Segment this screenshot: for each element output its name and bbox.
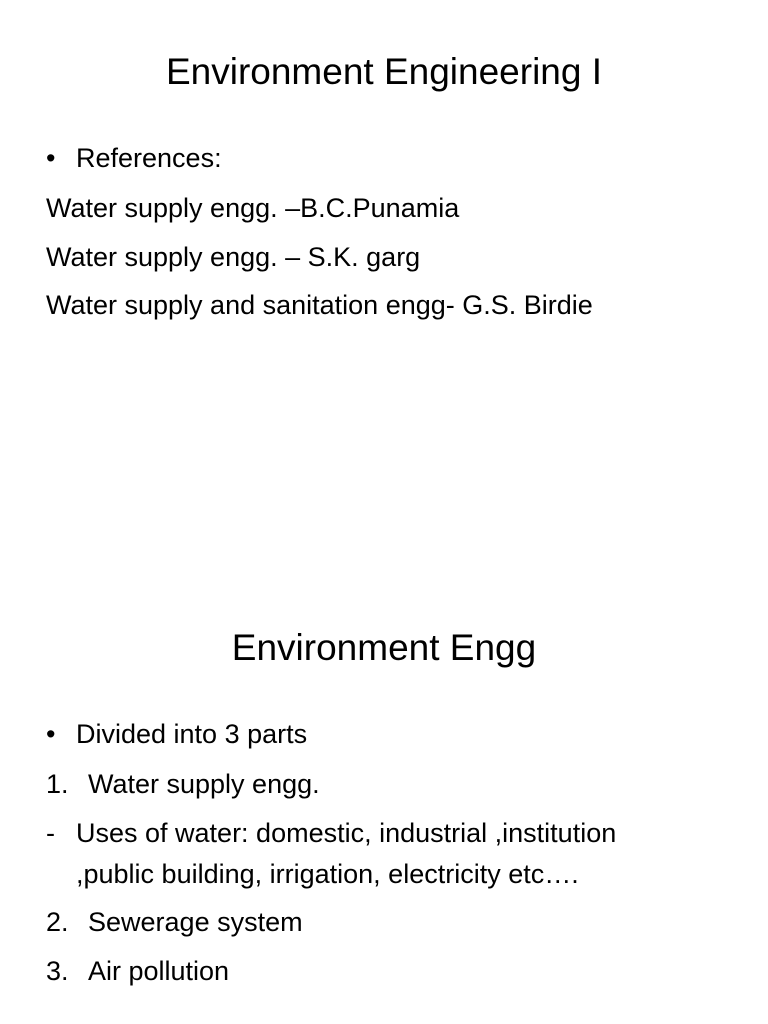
slide-references: [0, 0, 768, 480]
slide-title: Environment Engg: [231, 627, 537, 668]
list-marker: 1.: [46, 769, 69, 799]
list-marker: 3.: [46, 956, 69, 986]
list-text: ,public building, irrigation, electricity etc….: [76, 859, 579, 889]
slide-title: Environment Engineering I: [165, 51, 603, 92]
bullet-icon: •: [46, 719, 56, 749]
bullet-item: [46, 717, 307, 751]
bullet-text: Divided into 3 parts: [76, 719, 308, 749]
list-item: [46, 816, 616, 850]
list-text: Air pollution: [88, 956, 230, 986]
list-text: Water supply engg.: [88, 769, 320, 799]
slide-environment-engg: [0, 580, 768, 1024]
list-text: Uses of water: domestic, industrial ,institution: [76, 818, 617, 848]
reference-line: Water supply and sanitation engg- G.S. Birdie: [46, 290, 593, 320]
reference-line: Water supply engg. –B.C.Punamia: [46, 193, 460, 223]
list-marker: -: [46, 818, 55, 848]
list-item-continuation: [46, 857, 579, 891]
list-item: [46, 905, 303, 939]
list-marker: 2.: [46, 907, 69, 937]
list-item: [46, 767, 320, 801]
bullet-icon: •: [46, 143, 56, 173]
list-item: [46, 954, 229, 988]
bullet-item: [46, 141, 222, 175]
list-text: Sewerage system: [88, 907, 303, 937]
bullet-text: References:: [76, 143, 222, 173]
reference-line: Water supply engg. – S.K. garg: [46, 242, 421, 272]
